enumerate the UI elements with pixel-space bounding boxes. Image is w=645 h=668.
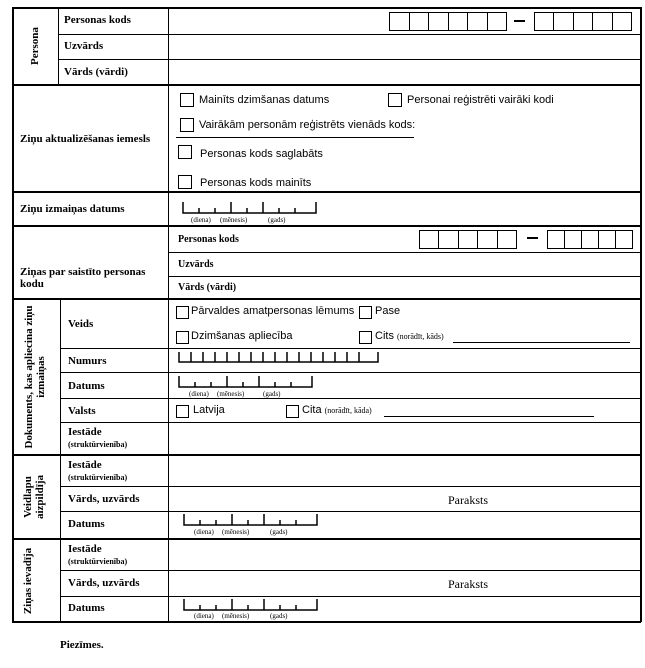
document-date-label: Datums bbox=[68, 380, 105, 392]
persona-name-field[interactable] bbox=[170, 61, 638, 83]
document-country-label: Valsts bbox=[68, 405, 96, 417]
document-number-label: Numurs bbox=[68, 355, 107, 367]
persona-section-title: Persona bbox=[29, 27, 41, 65]
checkbox-code-kept[interactable] bbox=[178, 145, 192, 159]
persona-surname-field[interactable] bbox=[170, 36, 638, 58]
checkbox-other-country[interactable] bbox=[286, 405, 299, 418]
option-other-document bbox=[375, 330, 444, 342]
filled-by-name-label: Vārds, uzvārds bbox=[68, 493, 140, 505]
checkbox-multiple-codes[interactable] bbox=[388, 93, 402, 107]
related-name-label: Vārds (vārdi) bbox=[178, 282, 237, 293]
checkbox-official-decision[interactable] bbox=[176, 306, 189, 319]
filled-by-date-month: (mēnesis) bbox=[222, 528, 250, 536]
document-institution-field[interactable] bbox=[170, 424, 638, 452]
entered-by-date-month: (mēnesis) bbox=[222, 612, 250, 620]
change-date-field[interactable] bbox=[182, 200, 318, 214]
document-number-field[interactable] bbox=[178, 350, 380, 364]
entered-by-date-day: (diena) bbox=[194, 612, 214, 620]
persona-code-part2[interactable] bbox=[534, 12, 632, 31]
document-date-month: (mēnesis) bbox=[217, 390, 245, 398]
checkbox-latvia[interactable] bbox=[176, 405, 189, 418]
option-code-kept-label: Personas kods saglabāts bbox=[200, 148, 323, 160]
document-section-title: Dokuments, kas apliecina ziņu izmaiņas bbox=[23, 305, 47, 449]
persona-name-label: Vārds (vārdi) bbox=[64, 66, 128, 78]
related-code-part1[interactable] bbox=[419, 230, 517, 249]
option-latvia: Latvija bbox=[193, 404, 225, 416]
entered-by-institution-label: Iestāde bbox=[68, 543, 102, 555]
change-date-day: (diena) bbox=[191, 216, 211, 224]
entered-by-signature-label: Paraksts bbox=[448, 577, 488, 591]
entered-by-institution-sub: (struktūrvienība) bbox=[68, 557, 128, 566]
filled-by-date-year: (gads) bbox=[270, 528, 288, 536]
filled-by-date-label: Datums bbox=[68, 518, 105, 530]
filled-by-section-title: Veidlapu aizpildīja bbox=[22, 475, 46, 520]
related-surname-label: Uzvārds bbox=[178, 259, 214, 270]
option-official-decision: Pārvaldes amatpersonas lēmums bbox=[191, 305, 355, 317]
option-multiple-codes-label: Personai reģistrēti vairāki kodi bbox=[407, 94, 554, 106]
document-date-day: (diena) bbox=[189, 390, 209, 398]
change-date-label: Ziņu izmaiņas datums bbox=[20, 203, 125, 215]
notes-label: Piezīmes. bbox=[60, 639, 104, 651]
code-dash bbox=[514, 20, 525, 22]
related-section-title: Ziņas par saistīto personas kodu bbox=[20, 266, 146, 290]
option-code-changed-label: Personas kods mainīts bbox=[200, 177, 312, 189]
document-institution-label: Iestāde bbox=[68, 426, 102, 438]
option-other-document-note: (norādīt, kāds) bbox=[397, 332, 444, 341]
related-code-label: Personas kods bbox=[178, 234, 239, 245]
filled-by-institution-label: Iestāde bbox=[68, 459, 102, 471]
reason-section-title: Ziņu aktualizēšanas iemesls bbox=[20, 133, 151, 145]
checkbox-code-changed[interactable] bbox=[178, 175, 192, 189]
entered-by-name-label: Vārds, uzvārds bbox=[68, 577, 140, 589]
entered-by-date-year: (gads) bbox=[270, 612, 288, 620]
checkbox-same-code[interactable] bbox=[180, 118, 194, 132]
related-code-part2[interactable] bbox=[547, 230, 633, 249]
checkbox-passport[interactable] bbox=[359, 306, 372, 319]
related-code-dash bbox=[527, 237, 538, 239]
other-country-line[interactable] bbox=[384, 416, 594, 417]
option-other-country-label: Cita bbox=[302, 404, 322, 416]
option-other-country-note: (norādīt, kāda) bbox=[324, 406, 372, 415]
option-other-country bbox=[302, 404, 372, 416]
filled-by-signature-label: Paraksts bbox=[448, 493, 488, 507]
entered-by-date-label: Datums bbox=[68, 602, 105, 614]
entered-by-date-field[interactable] bbox=[183, 597, 319, 611]
filled-by-institution-sub: (struktūrvienība) bbox=[68, 473, 128, 482]
option-same-code-label: Vairākām personām reģistrēts vienāds kods: bbox=[199, 119, 416, 131]
persona-code-label: Personas kods bbox=[64, 14, 131, 26]
entered-by-section-title: Ziņas ievadīja bbox=[22, 547, 34, 615]
option-other-document-label: Cits bbox=[375, 330, 394, 342]
persona-surname-label: Uzvārds bbox=[64, 40, 104, 52]
filled-by-date-field[interactable] bbox=[183, 512, 319, 526]
document-institution-sub: (struktūrvienība) bbox=[68, 440, 128, 449]
option-birth-certificate: Dzimšanas apliecība bbox=[191, 330, 293, 342]
checkbox-other-document[interactable] bbox=[359, 331, 372, 344]
option-passport: Pase bbox=[375, 305, 401, 317]
same-code-underline bbox=[176, 137, 414, 138]
other-document-line[interactable] bbox=[453, 342, 630, 343]
checkbox-birth-certificate[interactable] bbox=[176, 331, 189, 344]
persona-code-part1[interactable] bbox=[389, 12, 507, 31]
option-birthdate-label: Mainīts dzimšanas datums bbox=[199, 94, 330, 106]
document-date-field[interactable] bbox=[178, 374, 314, 388]
filled-by-date-day: (diena) bbox=[194, 528, 214, 536]
change-date-month: (mēnesis) bbox=[220, 216, 248, 224]
checkbox-birthdate[interactable] bbox=[180, 93, 194, 107]
document-type-label: Veids bbox=[68, 318, 94, 330]
document-date-year: (gads) bbox=[263, 390, 281, 398]
change-date-year: (gads) bbox=[268, 216, 286, 224]
